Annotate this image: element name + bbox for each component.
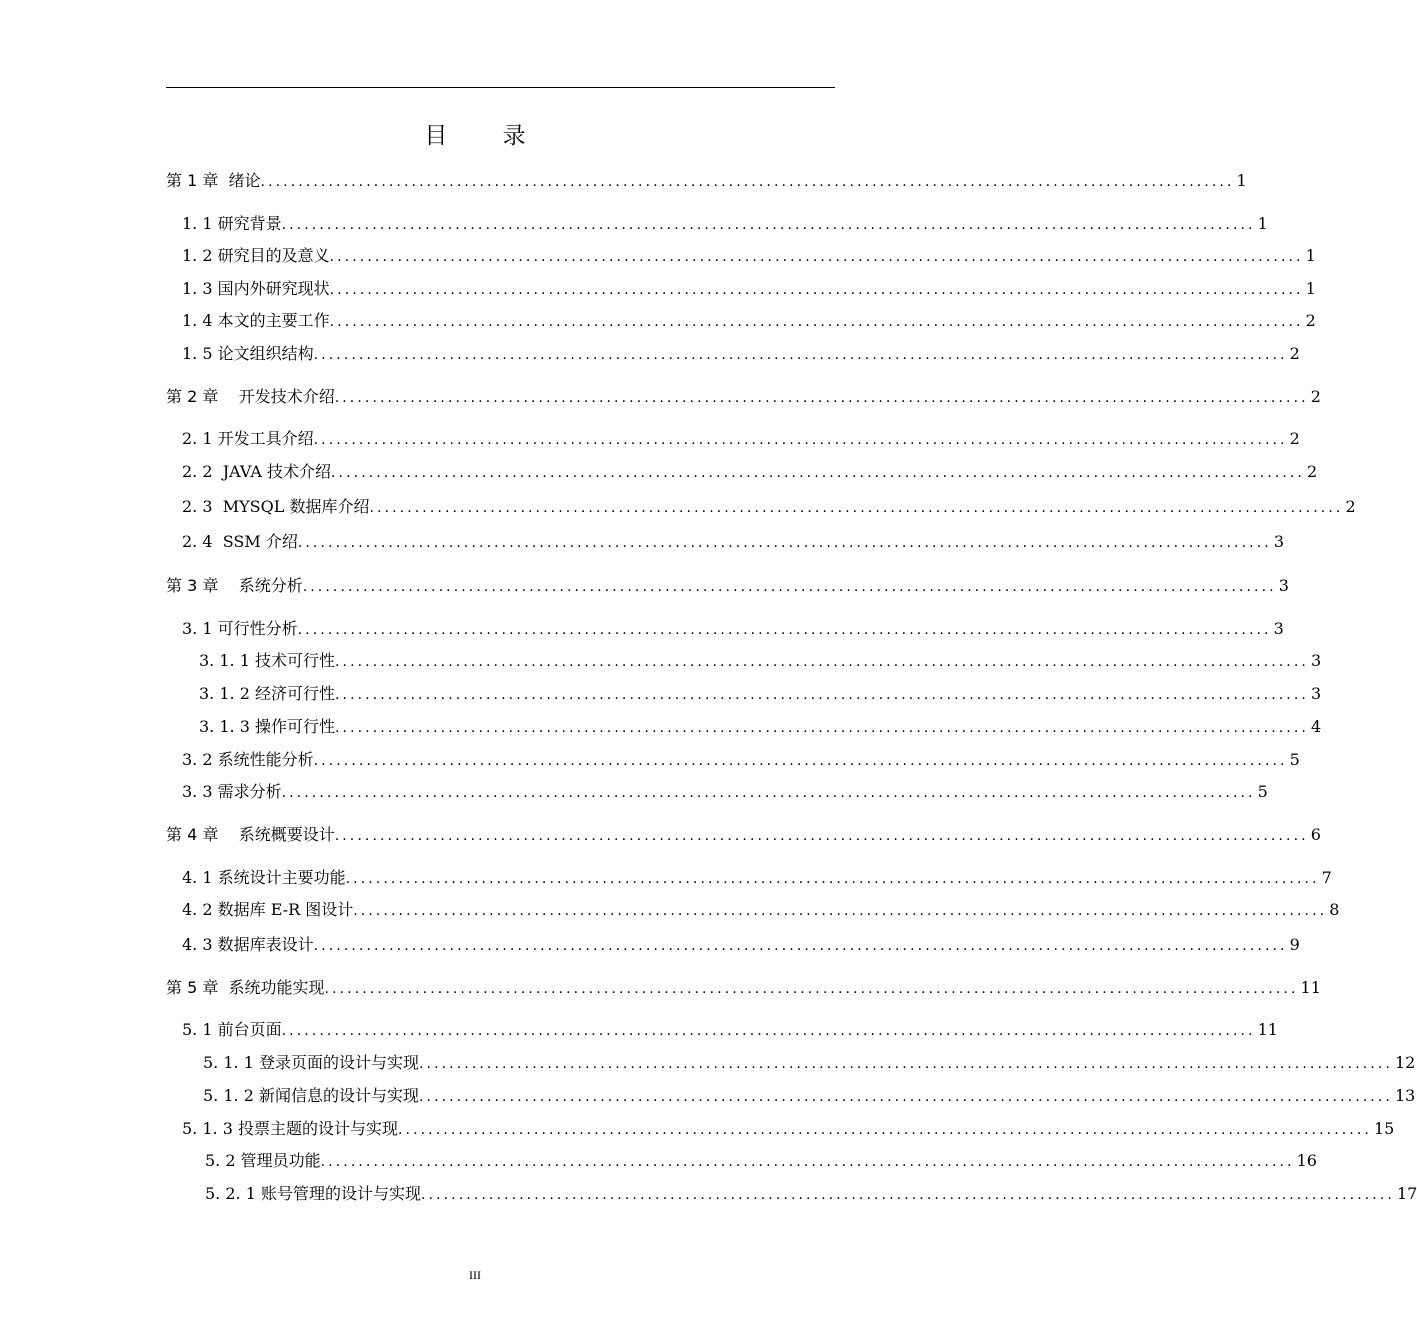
toc-entry-label: 2. 3 MYSQL 数据库介绍 [182, 497, 370, 516]
toc-entry-label: 4. 2 数据库 E-R 图设计 [182, 900, 354, 919]
toc-entry-label: 1. 5 论文组织结构 [182, 344, 314, 363]
toc-entry-label: 1. 2 研究目的及意义 [182, 246, 330, 265]
toc-entry-page: 2 [1310, 387, 1321, 406]
toc-entry-label: 1. 1 研究背景 [182, 214, 282, 233]
toc-entry-label: 第 1 章 绪论 [166, 171, 261, 190]
toc-entry-label: 3. 1. 2 经济可行性 [199, 684, 335, 703]
toc-leader-dots: ................................................................................................................................. [281, 785, 1256, 801]
toc-entry-label: 1. 4 本文的主要工作 [182, 311, 330, 330]
toc-entry-label: 3. 2 系统性能分析 [182, 750, 314, 769]
toc-entry-label: 2. 1 开发工具介绍 [182, 429, 314, 448]
toc-entry-label: 4. 3 数据库表设计 [182, 935, 314, 954]
toc-entry-page: 2 [1306, 462, 1318, 481]
toc-leader-dots: ................................................................................................................................. [353, 903, 1328, 919]
toc-entry[interactable] [182, 1018, 1278, 1042]
toc-entry[interactable] [166, 385, 1321, 409]
toc-entry-page: 3 [1310, 651, 1322, 670]
toc-entry-label: 第 4 章 系统概要设计 [166, 825, 335, 844]
toc-entry[interactable] [182, 495, 1356, 519]
toc-entry-page: 2 [1305, 311, 1316, 330]
toc-leader-dots: ................................................................................................................................. [297, 622, 1272, 638]
toc-entry-page: 7 [1321, 868, 1332, 887]
toc-entry-page: 16 [1296, 1151, 1317, 1170]
toc-entry-page: 2 [1289, 429, 1300, 448]
toc-entry-page: 17 [1396, 1184, 1417, 1203]
toc-leader-dots: ................................................................................................................................. [313, 938, 1288, 954]
toc-entry-page: 8 [1329, 900, 1340, 919]
toc-entry-label: 4. 1 系统设计主要功能 [182, 868, 346, 887]
toc-entry[interactable] [199, 649, 1322, 673]
toc-entry[interactable] [199, 715, 1322, 739]
toc-leader-dots: ................................................................................................................................. [329, 282, 1304, 298]
toc-entry-label: 5. 2 管理员功能 [205, 1151, 321, 1170]
toc-entry-page: 4 [1310, 717, 1322, 736]
toc-leader-dots: ................................................................................................................................. [302, 579, 1277, 595]
toc-entry-label: 5. 1. 2 新闻信息的设计与实现 [203, 1086, 419, 1105]
toc-entry[interactable] [182, 460, 1318, 484]
toc-entry-label: 5. 2. 1 账号管理的设计与实现 [205, 1184, 421, 1203]
toc-entry[interactable] [203, 1051, 1416, 1075]
toc-leader-dots: ................................................................................................................................. [397, 1122, 1372, 1138]
toc-entry[interactable] [182, 866, 1332, 890]
toc-leader-dots: ................................................................................................................................. [313, 432, 1288, 448]
toc-leader-dots: ................................................................................................................................. [331, 465, 1305, 481]
toc-leader-dots: ................................................................................................................................. [345, 871, 1320, 887]
toc-leader-dots: ................................................................................................................................. [313, 753, 1288, 769]
toc-entry[interactable] [166, 976, 1321, 1000]
toc-leader-dots: ................................................................................................................................. [334, 390, 1309, 406]
toc-entry[interactable] [182, 1117, 1395, 1141]
toc-entry-label: 2. 2 JAVA 技术介绍 [182, 462, 331, 481]
toc-leader-dots: ................................................................................................................................. [420, 1187, 1395, 1203]
toc-entry[interactable] [182, 780, 1268, 804]
toc-entry[interactable] [205, 1149, 1317, 1173]
toc-leader-dots: ................................................................................................................................. [281, 217, 1256, 233]
toc-entry-page: 1 [1305, 246, 1316, 265]
toc-leader-dots: ................................................................................................................................. [329, 249, 1304, 265]
toc-entry-label: 5. 1 前台页面 [182, 1020, 282, 1039]
toc-entry[interactable] [166, 169, 1247, 193]
toc-entry[interactable] [182, 427, 1300, 451]
toc-leader-dots: ................................................................................................................................. [324, 981, 1299, 997]
toc-title: 目 录 [424, 123, 550, 149]
toc-entry-page: 11 [1257, 1020, 1278, 1039]
toc-entry-page: 3 [1273, 532, 1284, 551]
toc-entry[interactable] [182, 530, 1284, 554]
toc-entry-page: 1 [1236, 171, 1247, 190]
toc-leader-dots: ................................................................................................................................. [334, 654, 1309, 670]
toc-entry-label: 3. 1. 3 操作可行性 [199, 717, 335, 736]
toc-entry-page: 1 [1257, 214, 1268, 233]
toc-entry-page: 2 [1345, 497, 1356, 516]
toc-leader-dots: ................................................................................................................................. [334, 828, 1309, 844]
toc-leader-dots: ................................................................................................................................. [418, 1089, 1393, 1105]
toc-entry-label: 2. 4 SSM 介绍 [182, 532, 298, 551]
toc-leader-dots: ................................................................................................................................. [418, 1056, 1393, 1072]
toc-entry[interactable] [182, 748, 1300, 772]
toc-entry-label: 3. 1 可行性分析 [182, 619, 298, 638]
toc-entry[interactable] [182, 244, 1316, 268]
toc-entry[interactable] [166, 574, 1289, 598]
toc-entry-page: 5 [1257, 782, 1268, 801]
toc-entry-label: 1. 3 国内外研究现状 [182, 279, 330, 298]
toc-leader-dots: ................................................................................................................................. [313, 347, 1288, 363]
toc-entry-label: 第 2 章 开发技术介绍 [166, 387, 335, 406]
toc-leader-dots: ................................................................................................................................. [281, 1023, 1256, 1039]
toc-entry-page: 3 [1310, 684, 1322, 703]
toc-entry-page: 5 [1289, 750, 1300, 769]
toc-entry-page: 13 [1394, 1086, 1416, 1105]
toc-entry-label: 3. 3 需求分析 [182, 782, 282, 801]
toc-entry[interactable] [205, 1182, 1417, 1206]
toc-entry[interactable] [182, 212, 1268, 236]
toc-entry[interactable] [166, 823, 1321, 847]
toc-entry[interactable] [199, 682, 1322, 706]
toc-leader-dots: ................................................................................................................................. [334, 687, 1309, 703]
toc-entry[interactable] [182, 277, 1316, 301]
toc-entry-label: 5. 1. 1 登录页面的设计与实现 [203, 1053, 419, 1072]
toc-entry-label: 第 3 章 系统分析 [166, 576, 303, 595]
toc-entry-page: 3 [1273, 619, 1284, 638]
toc-entry[interactable] [182, 898, 1340, 922]
toc-entry-page: 6 [1310, 825, 1321, 844]
toc-entry-label: 3. 1. 1 技术可行性 [199, 651, 335, 670]
toc-entry-page: 1 [1305, 279, 1316, 298]
toc-entry-page: 9 [1289, 935, 1300, 954]
toc-entry[interactable] [182, 309, 1316, 333]
toc-entry-label: 第 5 章 系统功能实现 [166, 978, 325, 997]
toc-entry-page: 15 [1373, 1119, 1395, 1138]
toc-entry[interactable] [203, 1084, 1416, 1108]
header-rule [166, 87, 835, 88]
toc-entry-page: 12 [1394, 1053, 1416, 1072]
toc-entry-page: 3 [1278, 576, 1289, 595]
page-number: III [469, 1268, 481, 1282]
toc-leader-dots: ................................................................................................................................. [260, 174, 1235, 190]
toc-entry-page: 2 [1289, 344, 1300, 363]
toc-leader-dots: ................................................................................................................................. [320, 1154, 1295, 1170]
toc-entry[interactable] [182, 933, 1300, 957]
toc-leader-dots: ................................................................................................................................. [329, 314, 1304, 330]
toc-leader-dots: ................................................................................................................................. [297, 535, 1272, 551]
toc-leader-dots: ................................................................................................................................. [369, 500, 1344, 516]
toc-entry-label: 5. 1. 3 投票主题的设计与实现 [182, 1119, 398, 1138]
toc-leader-dots: ................................................................................................................................. [334, 720, 1309, 736]
toc-entry[interactable] [182, 617, 1284, 641]
toc-entry-page: 11 [1300, 978, 1321, 997]
toc-entry[interactable] [182, 342, 1300, 366]
